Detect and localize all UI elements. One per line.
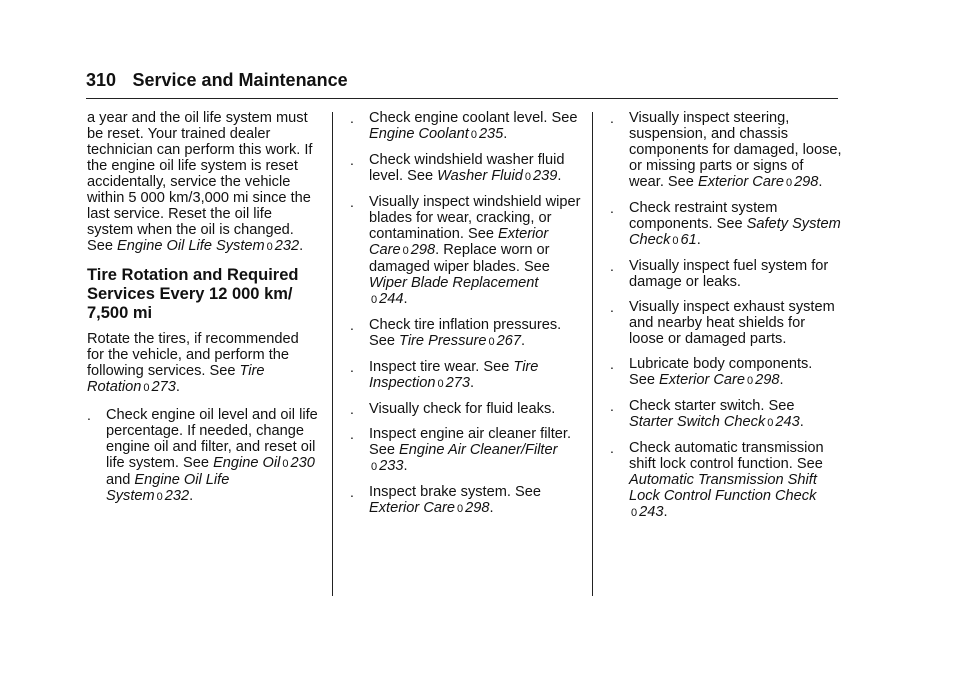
bullet-icon: . (610, 356, 614, 372)
header-divider (86, 98, 838, 99)
page-ref-number[interactable]: 244 (379, 291, 404, 307)
sentence-end: . (799, 414, 804, 430)
sentence-end: . (489, 500, 494, 516)
page-ref-icon: 0 (156, 491, 163, 503)
bullet-text: Lubricate body components. See (629, 356, 813, 388)
list-item (350, 110, 582, 143)
bullet-icon: . (350, 426, 354, 442)
bullet-text: Visually inspect exhaust system and nearby heat shields for loose or damaged parts. (629, 299, 835, 347)
section-heading: Tire Rotation and Required Services Every 12 000 km/ 7,500 mi (87, 266, 299, 322)
bullet-icon: . (350, 152, 354, 168)
page-ref-number[interactable]: 243 (775, 414, 800, 430)
page-ref-number[interactable]: 239 (532, 168, 558, 184)
cross-reference-link[interactable]: Wiper Blade Replacement (369, 275, 539, 291)
page-ref-icon: 0 (371, 461, 378, 473)
intro-paragraph (87, 110, 319, 255)
rotation-text: Rotate the tires, if recommended for the vehicle, and perform the following services. See (87, 331, 299, 379)
column-divider-2 (592, 112, 593, 596)
list-item (610, 299, 842, 347)
page-ref-number[interactable]: 243 (639, 504, 664, 520)
sentence-end: . (520, 333, 526, 349)
page-ref-number[interactable]: 273 (151, 379, 176, 395)
sentence-end: . (470, 375, 475, 391)
sentence-end: . (299, 238, 304, 254)
bullet-text: Visually inspect windshield wiper blades for wear, cracking, or contamination. See (369, 194, 581, 242)
sentence-end: . (403, 291, 408, 307)
list-item (610, 258, 842, 290)
bullet-icon: . (610, 440, 614, 456)
sentence-end: . (189, 488, 194, 504)
sentence-end: . (663, 504, 668, 520)
bullet-icon: . (610, 258, 614, 274)
page-ref-icon: 0 (747, 375, 754, 387)
cross-reference-link[interactable]: Starter Switch Check (629, 414, 766, 430)
list-item (87, 407, 319, 505)
bullet-text: Visually check for fluid leaks. (369, 401, 556, 417)
bullet-icon: . (350, 317, 354, 333)
list-item (350, 484, 582, 517)
page-ref-icon: 0 (524, 171, 531, 183)
bullet-text: Check tire inflation pressures. See (369, 317, 562, 349)
bullet-text-mid: . Replace worn or damaged wiper blades. See (369, 242, 550, 275)
cross-reference-link[interactable]: Engine Air Cleaner/Filter (399, 442, 558, 458)
page-ref-number[interactable]: 298 (410, 242, 436, 258)
page-ref-icon: 0 (767, 417, 774, 429)
bullet-text: Inspect tire wear. See (369, 359, 514, 375)
page-ref-number[interactable]: 298 (794, 174, 819, 190)
column-3 (610, 110, 842, 521)
sentence-end: . (503, 126, 508, 142)
sentence-end: . (175, 379, 180, 395)
list-item (610, 110, 842, 191)
page-header (86, 70, 840, 91)
bullet-text: Visually inspect fuel system for damage or leaks. (629, 258, 829, 290)
bullet-icon: . (610, 299, 614, 315)
sentence-end: . (696, 232, 701, 248)
cross-reference-link[interactable]: Safety System Check (629, 216, 841, 248)
list-item (350, 359, 582, 392)
cross-reference-link[interactable]: Washer Fluid (437, 168, 523, 184)
page-ref-number[interactable]: 232 (164, 488, 190, 504)
page-ref-number[interactable]: 267 (496, 333, 521, 349)
list-item (610, 200, 842, 249)
page-ref-number[interactable]: 298 (755, 372, 780, 388)
bullet-text: Check engine oil level and oil life percentage. If needed, change engine oil and filter, and reset oil life system. See (106, 407, 318, 471)
list-item (350, 426, 582, 475)
page-ref-icon: 0 (456, 503, 464, 515)
list-item (350, 317, 582, 350)
cross-reference-link[interactable]: Tire Rotation (87, 363, 265, 395)
bullet-text: Check automatic transmission shift lock control function. See (629, 440, 824, 472)
bullet-icon: . (350, 359, 354, 375)
sentence-end: . (779, 372, 784, 388)
page-ref-icon: 0 (470, 129, 477, 141)
cross-reference-link[interactable]: Engine Oil Life System (117, 238, 265, 254)
bullet-icon: . (610, 110, 614, 126)
page-ref-number[interactable]: 298 (465, 500, 490, 516)
page-ref-icon: 0 (266, 241, 273, 253)
page-ref-icon: 0 (631, 507, 638, 519)
bullet-text: Inspect engine air cleaner filter. See (369, 426, 571, 458)
page-ref-number[interactable]: 232 (274, 238, 300, 254)
rotation-paragraph (87, 331, 319, 396)
bullet-icon: . (350, 194, 354, 210)
column-divider-1 (332, 112, 333, 596)
cross-reference-link[interactable]: Exterior Care (369, 500, 455, 516)
page-ref-icon: 0 (488, 336, 495, 348)
bullet-icon: . (87, 407, 91, 423)
page-ref-icon: 0 (437, 378, 444, 390)
bullet-icon: . (350, 110, 354, 126)
bullet-text: Check starter switch. See (629, 398, 795, 414)
column-2 (350, 110, 582, 517)
bullet-text: Check restraint system components. See (629, 200, 778, 232)
list-item (350, 152, 582, 185)
cross-reference-link[interactable]: Exterior Care (369, 226, 549, 258)
list-item (610, 356, 842, 389)
page-ref-number[interactable]: 61 (680, 232, 697, 248)
page-ref-number[interactable]: 235 (478, 126, 504, 142)
page-ref-icon: 0 (672, 235, 679, 247)
cross-reference-link[interactable]: Tire Inspection (369, 359, 539, 391)
sentence-end: . (403, 458, 408, 474)
column-1 (87, 110, 319, 505)
cross-reference-link[interactable]: Automatic Transmission Shift Lock Control Function Check (629, 472, 817, 504)
sentence-end: . (557, 168, 562, 184)
bullet-text: Check windshield washer fluid level. See (369, 152, 565, 184)
list-item (610, 398, 842, 431)
cross-reference-link[interactable]: Exterior Care (659, 372, 745, 388)
bullet-text: Check engine coolant level. See (369, 110, 578, 126)
bullet-icon: . (350, 401, 354, 417)
bullet-text-mid: and (106, 472, 135, 488)
page-ref-number[interactable]: 230 (290, 455, 315, 471)
bullet-text: Visually inspect steering, suspension, and chassis components for damaged, loose, or missing parts or signs of wear. See (629, 110, 842, 190)
page-ref-icon: 0 (371, 294, 378, 306)
section-title: Service and Maintenance (132, 70, 348, 90)
list-item (610, 440, 842, 521)
page-ref-number[interactable]: 233 (379, 458, 404, 474)
bullet-icon: . (610, 200, 614, 216)
cross-reference-link[interactable]: Exterior Care (697, 174, 784, 190)
bullet-text: Inspect brake system. See (369, 484, 541, 500)
list-item (350, 401, 582, 417)
bullet-icon: . (350, 484, 354, 500)
page-ref-icon: 0 (143, 382, 150, 394)
list-item (350, 194, 582, 308)
intro-text: a year and the oil life system must be reset. Your trained dealer technician can perform this work. If the engine oil life system is reset accidentally, service the vehicle within 5 000 km/3,000 mi since the last service. Reset the oil life system when the oil is changed. See (87, 110, 313, 254)
page-ref-icon: 0 (282, 458, 289, 470)
cross-reference-link[interactable]: Tire Pressure (399, 333, 487, 349)
page-ref-number[interactable]: 273 (445, 375, 471, 391)
bullet-icon: . (610, 398, 614, 414)
page-number: 310 (86, 70, 117, 90)
cross-reference-link[interactable]: Engine Coolant (369, 126, 469, 142)
sentence-end: . (818, 174, 823, 190)
cross-reference-link[interactable]: Engine Oil Life System (106, 472, 230, 504)
page-ref-icon: 0 (402, 245, 409, 257)
page-ref-icon: 0 (785, 177, 793, 189)
cross-reference-link[interactable]: Engine Oil (213, 455, 281, 471)
